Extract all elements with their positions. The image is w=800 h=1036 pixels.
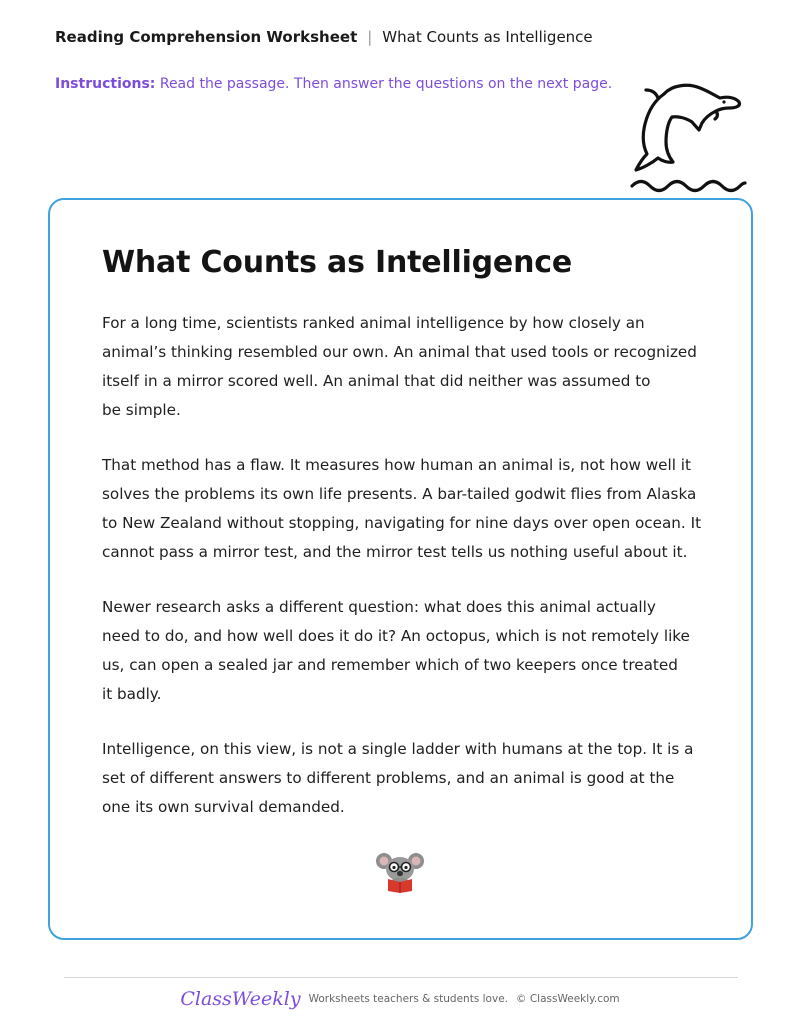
passage-paragraph-3 <box>102 593 702 709</box>
worksheet-series: Reading Comprehension Worksheet <box>55 28 358 46</box>
paragraph-line: Intelligence, on this view, is not a single ladder with humans at the top. It is a <box>102 740 694 758</box>
paragraph-line: it badly. <box>102 685 162 703</box>
paragraph-line: to New Zealand without stopping, navigating for nine days over open ocean. It <box>102 514 702 532</box>
footer-copyright: © ClassWeekly.com <box>516 993 620 1005</box>
dolphin-icon <box>628 80 748 198</box>
paragraph-line: us, can open a sealed jar and remember which of two keepers once treated <box>102 656 678 674</box>
koala-reading-icon <box>375 851 425 893</box>
paragraph-line: one its own survival demanded. <box>102 798 345 816</box>
passage-paragraph-1 <box>102 309 702 425</box>
footer-tagline: Worksheets teachers & students love. <box>308 993 508 1005</box>
paragraph-line: set of different answers to different problems, and an animal is good at the <box>102 769 675 787</box>
paragraph-line: animal’s thinking resembled our own. An animal that used tools or recognized <box>102 343 697 361</box>
brand-logo: ClassWeekly <box>180 988 301 1010</box>
header-separator: | <box>367 28 373 46</box>
worksheet-header <box>55 27 593 47</box>
paragraph-line: That method has a flaw. It measures how human an animal is, not how well it <box>102 456 691 474</box>
paragraph-line: solves the problems its own life presents. A bar-tailed godwit flies from Alaska <box>102 485 697 503</box>
instructions-text: Read the passage. Then answer the questions on the next page. <box>159 76 613 92</box>
paragraph-line: itself in a mirror scored well. An animal that did neither was assumed to <box>102 372 651 390</box>
passage-paragraph-2 <box>102 451 702 567</box>
passage-body <box>102 309 702 848</box>
passage-title: What Counts as Intelligence <box>102 245 572 280</box>
instructions-label: Instructions: <box>55 76 156 92</box>
footer-divider <box>64 977 738 978</box>
worksheet-topic: What Counts as Intelligence <box>382 28 593 46</box>
footer <box>0 988 800 1010</box>
paragraph-line: be simple. <box>102 401 181 419</box>
paragraph-line: For a long time, scientists ranked animal intelligence by how closely an <box>102 314 645 332</box>
paragraph-line: cannot pass a mirror test, and the mirror test tells us nothing useful about it. <box>102 543 688 561</box>
instructions <box>55 74 612 94</box>
passage-paragraph-4 <box>102 735 702 822</box>
paragraph-line: Newer research asks a different question: what does this animal actually <box>102 598 656 616</box>
paragraph-line: need to do, and how well does it do it? An octopus, which is not remotely like <box>102 627 690 645</box>
